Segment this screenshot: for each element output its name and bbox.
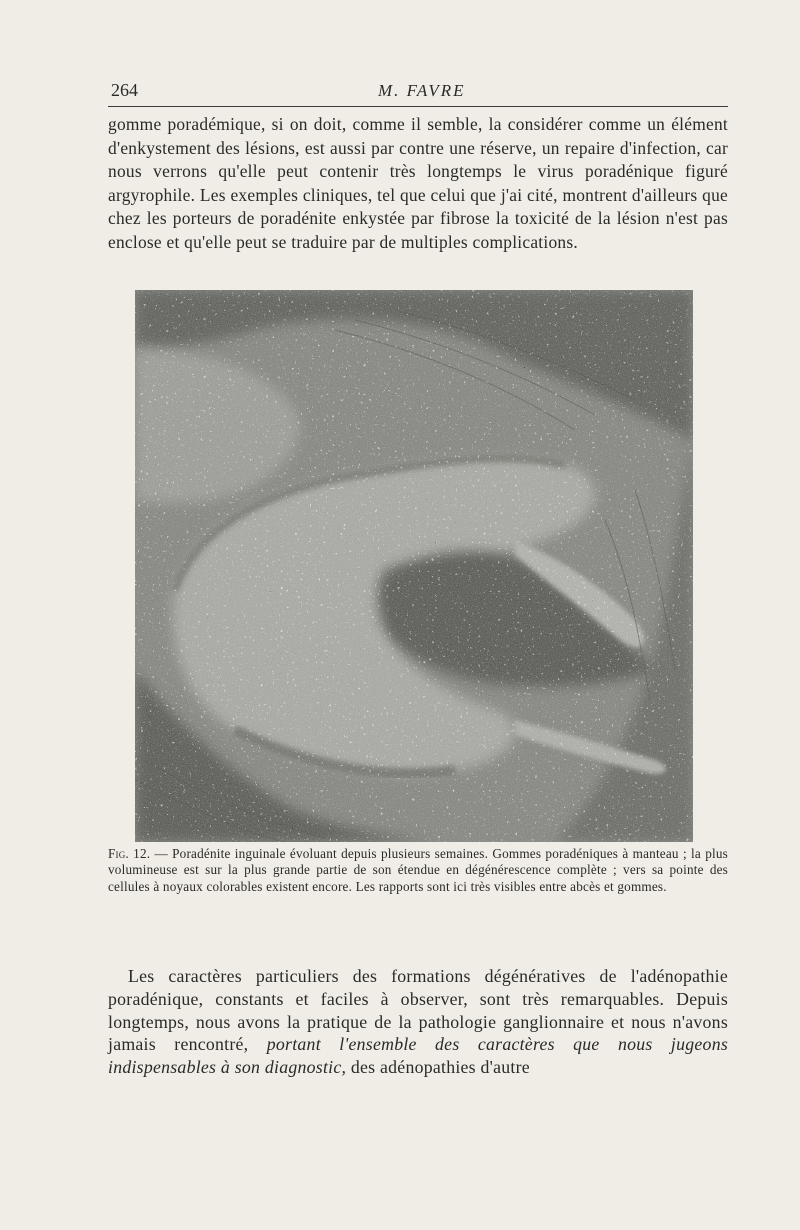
paragraph-2-text-start: Les caractères particuliers des formations dégénératives de l'adénopathie poradénique, constants et faciles à observer, sont très remarquables. Depuis longtemps, nous avons la pratique de la pathologie ganglionnaire et nous n'avons jamais rencontré, <box>108 966 728 1055</box>
running-head: M. FAVRE <box>378 81 466 100</box>
histology-micrograph <box>135 290 693 842</box>
page-header <box>108 74 728 106</box>
figure-label: Fig. 12. <box>108 846 151 861</box>
caption-text: Poradénite inguinale évoluant depuis plusieurs semaines. Gommes poradéniques à manteau ; la plus volumineuse est sur la plus grande partie de son étendue en dégénérescence complète ; vers sa pointe des cellules à noyaux colorables existent encore. Les rapports sont ici très visibles entre abcès et gommes. <box>108 846 728 894</box>
micrograph-image <box>135 290 693 842</box>
body-paragraph-1: gomme poradémique, si on doit, comme il semble, la considérer comme un élément d'enkystement des lésions, est aussi par contre une réserve, un repaire d'infection, car nous verrons qu'elle peut contenir très longtemps le virus poradénique figuré argyrophile. Les exemples cliniques, tel que celui que j'ai cité, montrent d'ailleurs que chez les porteurs de poradénite enkystée par fibrose la toxicité de la lésion n'est pas enclose et qu'elle peut se traduire par de multiples complications. <box>108 114 728 252</box>
body-paragraph-2 <box>108 965 728 1079</box>
page-number: 264 <box>111 80 138 100</box>
figure-caption <box>108 846 728 895</box>
paragraph-2-italic: portant l'ensemble des caractères que nous jugeons indispensables à son diagnostic, <box>108 1034 728 1078</box>
caption-dash: — <box>150 846 173 861</box>
header-rule <box>108 106 728 107</box>
paragraph-2-text-end: des adénopathies d'autre <box>346 1057 530 1078</box>
